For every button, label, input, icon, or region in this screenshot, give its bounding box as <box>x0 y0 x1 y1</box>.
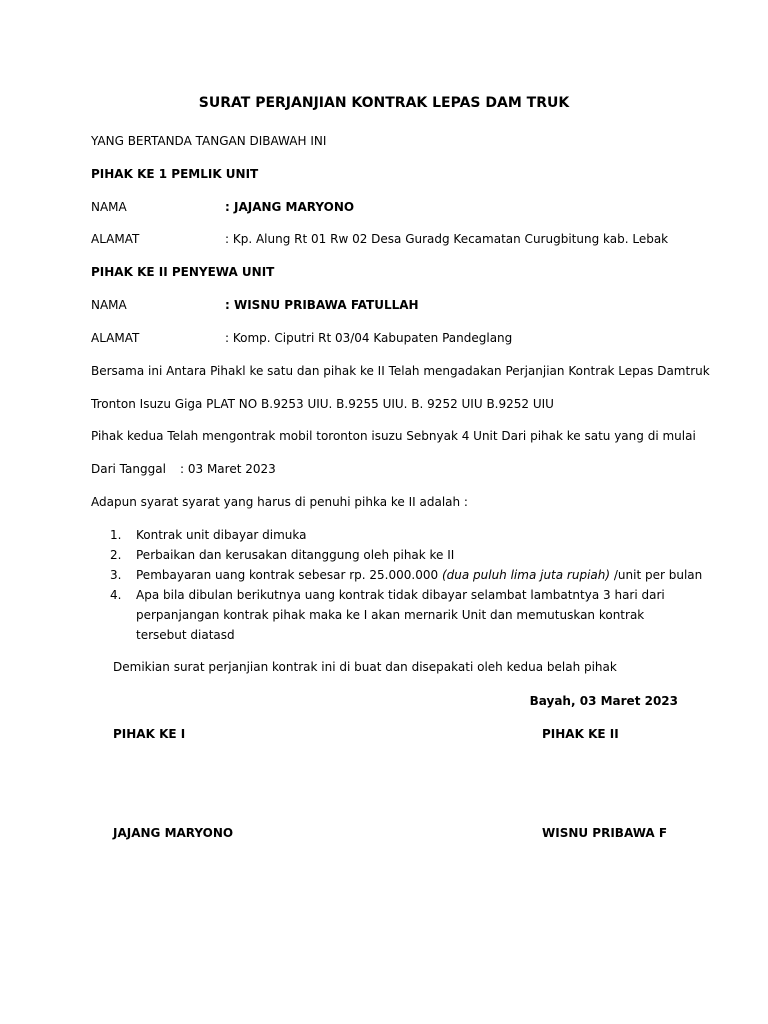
party2-name-value: : WISNU PRIBAWA FATULLAH <box>225 298 419 312</box>
document-title: SURAT PERJANJIAN KONTRAK LEPAS DAM TRUK <box>198 95 570 111</box>
conditions-intro: Adapun syarat syarat yang harus di penuhi pihka ke II adalah : <box>91 495 468 509</box>
intro-text: YANG BERTANDA TANGAN DIBAWAH INI <box>91 134 327 148</box>
place-date: Bayah, 03 Maret 2023 <box>529 694 678 708</box>
party1-name-label: NAMA <box>91 200 127 214</box>
rental-paragraph: Pihak kedua Telah mengontrak mobil toronton isuzu Sebnyak 4 Unit Dari pihak ke satu yang di mulai <box>91 429 696 443</box>
party1-heading: PIHAK KE 1 PEMLIK UNIT <box>91 167 259 181</box>
condition-text <box>136 567 702 583</box>
condition-number: 1. <box>110 528 122 542</box>
vehicle-plates-paragraph: Tronton Isuzu Giga PLAT NO B.9253 UIU. B.9255 UIU. B. 9252 UIU B.9252 UIU <box>91 397 554 411</box>
condition-text: Apa bila dibulan berikutnya uang kontrak tidak dibayar selambat lambatntya 3 hari dari perpanjangan kontrak pihak maka ke I akan mernarik Unit dan memutuskan kontrak tersebut diatasd <box>136 588 665 642</box>
condition-text: Kontrak unit dibayar dimuka <box>136 528 307 542</box>
party2-name-label: NAMA <box>91 298 127 312</box>
party1-address-value: : Kp. Alung Rt 01 Rw 02 Desa Guradg Kecamatan Curugbitung kab. Lebak <box>225 232 669 246</box>
party1-name-value: : JAJANG MARYONO <box>225 200 355 214</box>
condition-amount-words: (dua puluh lima juta rupiah) <box>441 568 611 582</box>
condition-number: 3. <box>110 568 122 582</box>
signature-title-left: PIHAK KE I <box>113 727 186 741</box>
condition-text-part: /unit per bulan <box>610 568 703 582</box>
party1-address-label: ALAMAT <box>91 232 140 246</box>
signatory-name-left: JAJANG MARYONO <box>113 826 234 840</box>
start-date-label: Dari Tanggal <box>91 462 166 476</box>
closing-statement: Demikian surat perjanjian kontrak ini di buat dan disepakati oleh kedua belah pihak <box>113 660 617 674</box>
party2-heading: PIHAK KE II PENYEWA UNIT <box>91 265 275 279</box>
condition-text: Perbaikan dan kerusakan ditanggung oleh pihak ke II <box>136 548 455 562</box>
agreement-paragraph: Bersama ini Antara Pihakl ke satu dan pihak ke II Telah mengadakan Perjanjian Kontrak Lepas Damtruk <box>91 364 710 378</box>
start-date-value: : 03 Maret 2023 <box>180 462 276 476</box>
condition-number: 2. <box>110 548 122 562</box>
party2-address-label: ALAMAT <box>91 331 140 345</box>
party2-address-value: : Komp. Ciputri Rt 03/04 Kabupaten Pandeglang <box>225 331 513 345</box>
signature-title-right: PIHAK KE II <box>542 727 619 741</box>
condition-text-part: Pembayaran uang kontrak sebesar rp. 25.000.000 <box>136 568 442 582</box>
signatory-name-right: WISNU PRIBAWA F <box>542 826 668 840</box>
condition-number: 4. <box>110 588 122 602</box>
